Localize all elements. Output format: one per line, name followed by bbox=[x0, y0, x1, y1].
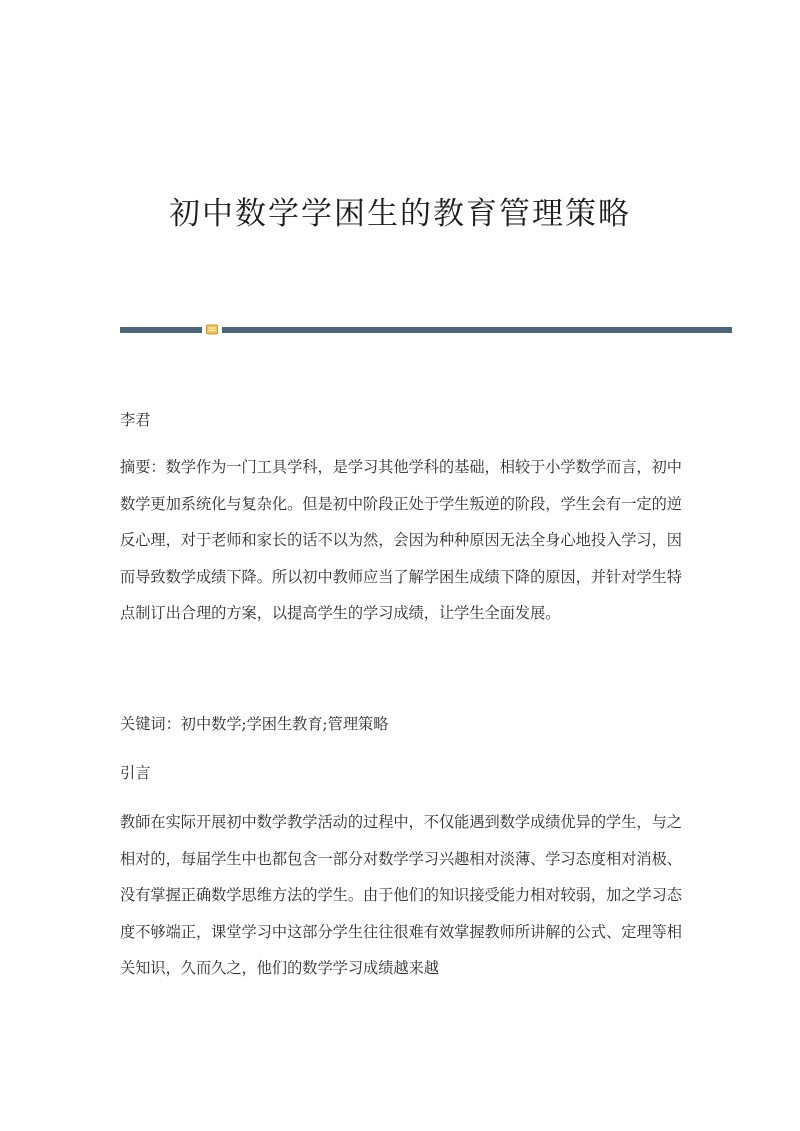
author-name: 李君 bbox=[120, 411, 151, 429]
keywords-line: 关键词：初中数学;学困生教育;管理策略 bbox=[120, 715, 389, 733]
divider-bar-left bbox=[120, 327, 202, 333]
abstract-paragraph: 摘要：数学作为一门工具学科，是学习其他学科的基础，相较于小学数学而言，初中数学更加系统化与复杂化。但是初中阶段正处于学生叛逆的阶段，学生会有一定的逆反心理，对于老师和家长的话不以为然，会因为种种原因无法全身心地投入学习，因而导致数学成绩下降。所以初中教师应当了解学困生成绩下降的原因，并针对学生特点制订出合理的方案，以提高学生的学习成绩，让学生全面发展。 bbox=[120, 458, 682, 622]
divider-bar-right bbox=[222, 327, 732, 333]
body-paragraph: 教師在实际开展初中数学教学活动的过程中，不仅能遇到数学成绩优异的学生，与之相对的，每届学生中也都包含一部分对数学学习兴趣相对淡薄、学习态度相对消极、没有掌握正确数学思维方法的学生。由于他们的知识接受能力相对较弱，加之学习态度不够端正，课堂学习中这部分学生往往很难有效掌握教师所讲解的公式、定理等相关知识，久而久之，他们的数学学习成绩越来越 bbox=[120, 813, 682, 977]
title-divider bbox=[120, 324, 732, 334]
document-title: 初中数学学困生的教育管理策略 bbox=[169, 196, 631, 232]
pencil-icon bbox=[206, 324, 218, 335]
section-heading: 引言 bbox=[120, 764, 151, 782]
